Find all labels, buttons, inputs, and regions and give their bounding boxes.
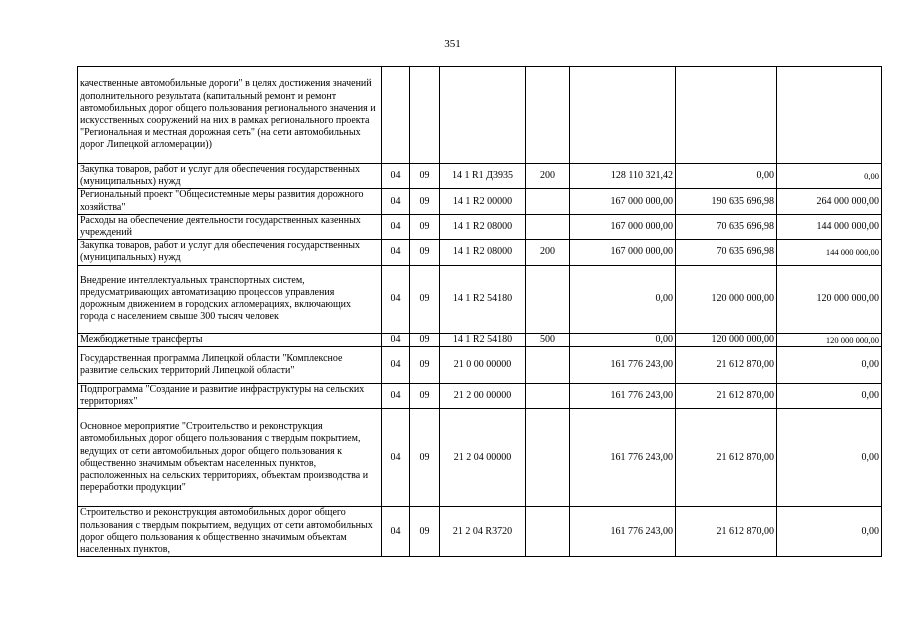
amount-year2-cell: 70 635 696,98 bbox=[676, 240, 777, 265]
amount-year2-cell: 120 000 000,00 bbox=[676, 265, 777, 333]
table-row bbox=[78, 265, 882, 333]
table-row bbox=[78, 189, 882, 214]
section-code-cell: 04 bbox=[382, 383, 410, 408]
section-code-cell: 04 bbox=[382, 507, 410, 557]
amount-year2-cell: 190 635 696,98 bbox=[676, 189, 777, 214]
section-code-cell: 04 bbox=[382, 346, 410, 383]
row-name-cell: Внедрение интеллектуальных транспортных систем, предусматривающих автоматизацию процессов управления дорожным движением в городских агломерациях, включающих города с населением свыше 300 тысяч человек bbox=[78, 265, 382, 333]
section-code-cell: 04 bbox=[382, 189, 410, 214]
amount-year1-cell: 161 776 243,00 bbox=[570, 409, 676, 507]
target-article-cell bbox=[440, 67, 526, 164]
amount-year1-cell: 167 000 000,00 bbox=[570, 189, 676, 214]
expense-type-cell bbox=[526, 214, 570, 239]
amount-year2-cell: 21 612 870,00 bbox=[676, 383, 777, 408]
expense-type-cell bbox=[526, 67, 570, 164]
section-code-cell: 04 bbox=[382, 240, 410, 265]
target-article-cell: 14 1 R2 08000 bbox=[440, 214, 526, 239]
expense-type-cell bbox=[526, 409, 570, 507]
amount-year3-cell bbox=[777, 67, 882, 164]
amount-year3-cell: 0,00 bbox=[777, 164, 882, 189]
row-name-cell: Закупка товаров, работ и услуг для обеспечения государственных (муниципальных) нужд bbox=[78, 240, 382, 265]
subsection-code-cell: 09 bbox=[410, 346, 440, 383]
table-row bbox=[78, 333, 882, 346]
subsection-code-cell: 09 bbox=[410, 409, 440, 507]
row-name-cell: Основное мероприятие "Строительство и реконструкция автомобильных дорог общего пользования с твердым покрытием, ведущих от сети автомобильных дорог общего пользования к общественно значимым объектам населенных пунктов, расположенных на сельских территориях, объектам производства и переработки продукции" bbox=[78, 409, 382, 507]
amount-year3-cell: 120 000 000,00 bbox=[777, 265, 882, 333]
target-article-cell: 21 2 00 00000 bbox=[440, 383, 526, 408]
table-row bbox=[78, 214, 882, 239]
page-number: 351 bbox=[444, 38, 461, 50]
amount-year3-cell: 144 000 000,00 bbox=[777, 240, 882, 265]
table-row bbox=[78, 67, 882, 164]
table-row bbox=[78, 346, 882, 383]
table-row bbox=[78, 240, 882, 265]
row-name-cell: Региональный проект "Общесистемные меры развития дорожного хозяйства" bbox=[78, 189, 382, 214]
subsection-code-cell: 09 bbox=[410, 164, 440, 189]
section-code-cell: 04 bbox=[382, 265, 410, 333]
expense-type-cell bbox=[526, 189, 570, 214]
target-article-cell: 21 2 04 00000 bbox=[440, 409, 526, 507]
target-article-cell: 14 1 R2 54180 bbox=[440, 265, 526, 333]
table-body bbox=[78, 67, 882, 557]
row-name-cell: Подпрограмма "Создание и развитие инфраструктуры на сельских территориях" bbox=[78, 383, 382, 408]
table-row bbox=[78, 164, 882, 189]
section-code-cell: 04 bbox=[382, 333, 410, 346]
amount-year3-cell: 264 000 000,00 bbox=[777, 189, 882, 214]
row-name-cell: Государственная программа Липецкой области "Комплексное развитие сельских территорий Липецкой области" bbox=[78, 346, 382, 383]
amount-year1-cell: 161 776 243,00 bbox=[570, 383, 676, 408]
amount-year1-cell bbox=[570, 67, 676, 164]
budget-table bbox=[77, 66, 882, 557]
target-article-cell: 14 1 R2 00000 bbox=[440, 189, 526, 214]
amount-year2-cell: 21 612 870,00 bbox=[676, 346, 777, 383]
section-code-cell: 04 bbox=[382, 409, 410, 507]
expense-type-cell bbox=[526, 346, 570, 383]
amount-year2-cell: 120 000 000,00 bbox=[676, 333, 777, 346]
subsection-code-cell: 09 bbox=[410, 214, 440, 239]
amount-year2-cell: 70 635 696,98 bbox=[676, 214, 777, 239]
row-name-cell: Закупка товаров, работ и услуг для обеспечения государственных (муниципальных) нужд bbox=[78, 164, 382, 189]
table-row bbox=[78, 383, 882, 408]
amount-year2-cell: 21 612 870,00 bbox=[676, 409, 777, 507]
target-article-cell: 14 1 R1 Д3935 bbox=[440, 164, 526, 189]
expense-type-cell bbox=[526, 265, 570, 333]
subsection-code-cell: 09 bbox=[410, 189, 440, 214]
amount-year1-cell: 161 776 243,00 bbox=[570, 346, 676, 383]
subsection-code-cell: 09 bbox=[410, 383, 440, 408]
amount-year1-cell: 0,00 bbox=[570, 265, 676, 333]
amount-year3-cell: 0,00 bbox=[777, 383, 882, 408]
amount-year3-cell: 0,00 bbox=[777, 409, 882, 507]
row-name-cell: Строительство и реконструкция автомобильных дорог общего пользования с твердым покрытием, ведущих от сети автомобильных дорог общего пользования к общественно значимым объектам населенных пунктов, bbox=[78, 507, 382, 557]
expense-type-cell bbox=[526, 507, 570, 557]
subsection-code-cell: 09 bbox=[410, 240, 440, 265]
amount-year1-cell: 167 000 000,00 bbox=[570, 214, 676, 239]
table-row bbox=[78, 507, 882, 557]
amount-year1-cell: 0,00 bbox=[570, 333, 676, 346]
amount-year3-cell: 144 000 000,00 bbox=[777, 214, 882, 239]
subsection-code-cell: 09 bbox=[410, 333, 440, 346]
amount-year2-cell bbox=[676, 67, 777, 164]
subsection-code-cell: 09 bbox=[410, 507, 440, 557]
section-code-cell: 04 bbox=[382, 164, 410, 189]
amount-year2-cell: 21 612 870,00 bbox=[676, 507, 777, 557]
subsection-code-cell: 09 bbox=[410, 265, 440, 333]
amount-year1-cell: 128 110 321,42 bbox=[570, 164, 676, 189]
amount-year1-cell: 161 776 243,00 bbox=[570, 507, 676, 557]
row-name-cell: Расходы на обеспечение деятельности государственных казенных учреждений bbox=[78, 214, 382, 239]
expense-type-cell bbox=[526, 383, 570, 408]
amount-year2-cell: 0,00 bbox=[676, 164, 777, 189]
amount-year3-cell: 120 000 000,00 bbox=[777, 333, 882, 346]
target-article-cell: 14 1 R2 08000 bbox=[440, 240, 526, 265]
section-code-cell bbox=[382, 67, 410, 164]
amount-year3-cell: 0,00 bbox=[777, 346, 882, 383]
expense-type-cell: 500 bbox=[526, 333, 570, 346]
row-name-cell: качественные автомобильные дороги" в целях достижения значений дополнительного результата (капитальный ремонт и ремонт автомобильных дорог общего пользования регионального значения и искусственных сооружений на них в рамках регионального проекта "Региональная и местная дорожная сеть" (на сети автомобильных дорог Липецкой агломерации)) bbox=[78, 67, 382, 164]
target-article-cell: 14 1 R2 54180 bbox=[440, 333, 526, 346]
expense-type-cell: 200 bbox=[526, 240, 570, 265]
amount-year3-cell: 0,00 bbox=[777, 507, 882, 557]
amount-year1-cell: 167 000 000,00 bbox=[570, 240, 676, 265]
expense-type-cell: 200 bbox=[526, 164, 570, 189]
target-article-cell: 21 2 04 R3720 bbox=[440, 507, 526, 557]
section-code-cell: 04 bbox=[382, 214, 410, 239]
table-row bbox=[78, 409, 882, 507]
target-article-cell: 21 0 00 00000 bbox=[440, 346, 526, 383]
subsection-code-cell bbox=[410, 67, 440, 164]
row-name-cell: Межбюджетные трансферты bbox=[78, 333, 382, 346]
